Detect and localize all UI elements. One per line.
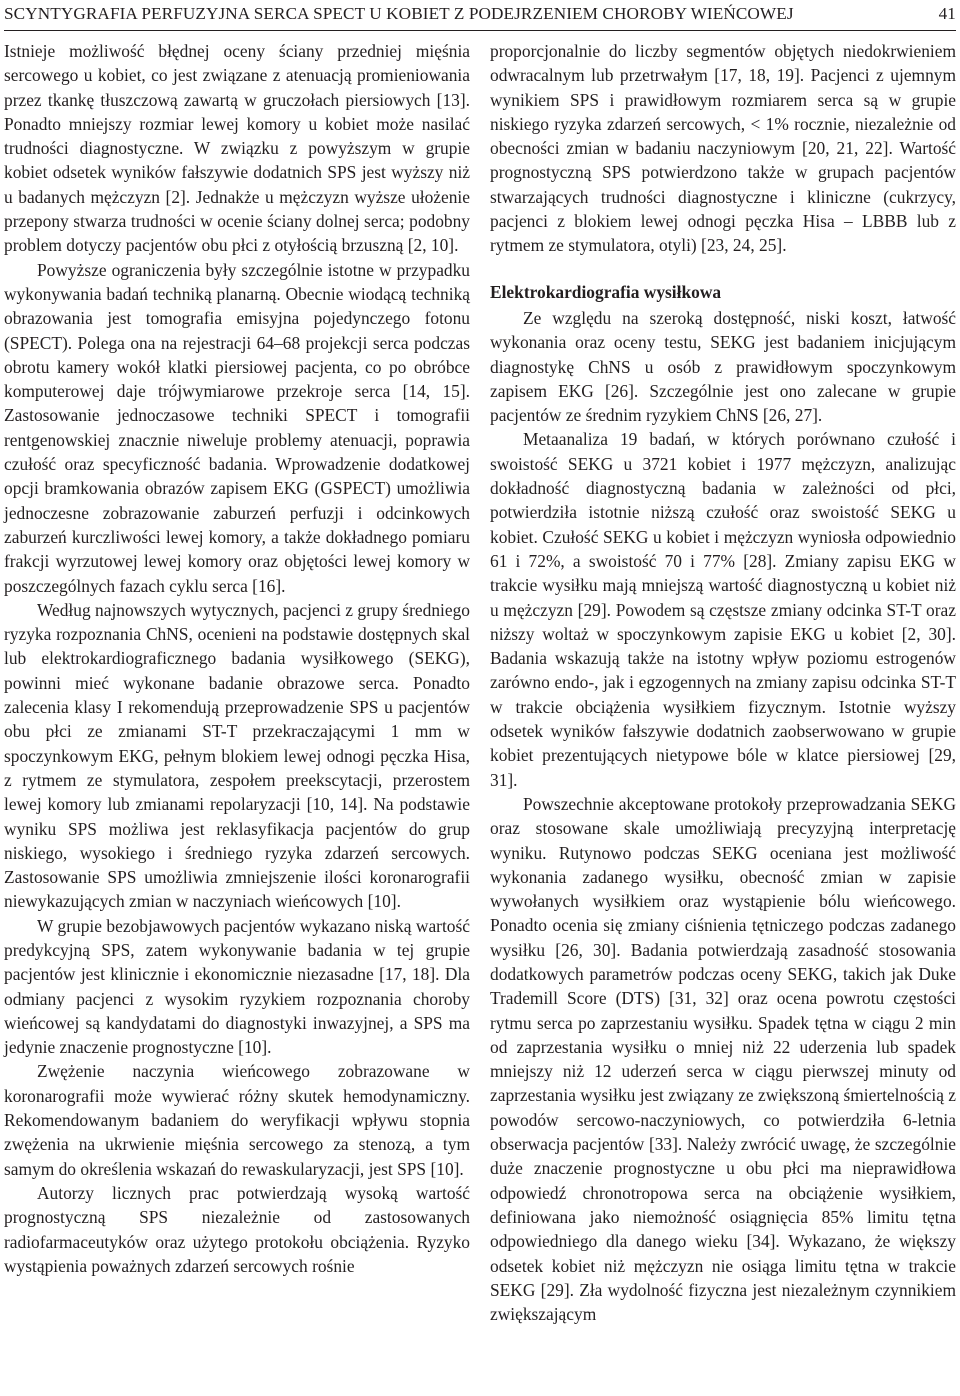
body-paragraph: Według najnowszych wytycznych, pacjenci z grupy średniego ryzyka rozpoznania ChNS, ocenieni na podstawie dostępnych skal lub elektrokardiograficznego badania wysiłkowego (SEKG), powinni mieć wykonane badanie obrazowe serca. Ponadto zalecenia klasy I rekomendują przeprowadzenie SPS u pacjentów obu płci ze zmianami ST-T przekraczającymi 1 mm w spoczynkowym EKG, pełnym blokiem lewej odnogi pęczka Hisa, z rytmem ze stymulatora, zespołem preekscytacji, przerostem lewej komory lub zmianami repolaryzacji [10, 14]. Na podstawie wyniku SPS możliwa jest reklasyfikacja pacjentów do grup niskiego, wysokiego i średniego ryzyka zdarzeń sercowych. Zastosowanie SPS umożliwia zmniejszenie ilości koronarografii niewykazujących zmian w naczyniach wieńcowych [10]. [4,599,470,912]
left-column [4,39,470,1278]
body-paragraph: Zwężenie naczynia wieńcowego zobrazowane w koronarografii może wywierać różny skutek hemodynamiczny. Rekomendowanym badaniem do weryfikacji wpływu stopnia zwężenia na ukrwienie mięśnia sercowego za stenozą, a tym samym do określenia wskazań do rewaskularyzacji, jest SPS [10]. [4,1061,470,1179]
body-paragraph: Istnieje możliwość błędnej oceny ściany przedniej mięśnia sercowego u kobiet, co jest związane z atenuacją promieniowania przez tkankę tłuszczową zawartą w gruczołach piersiowych [13]. Ponadto mniejszy rozmiar lewej komory u kobiet może nasilać trudności diagnostyczne. W związku z powyższym w grupie kobiet odsetek wyników fałszywie dodatnich SPS jest wyższy niż u badanych mężczyzn [2]. Jednakże u mężczyzn wyższe ułożenie przepony stwarza trudności w ocenie ściany dolnej serca; podobny problem dotyczy pacjentów obu płci z otyłością brzuszną [2, 10]. [4,41,470,256]
body-paragraph-continued: proporcjonalnie do liczby segmentów objętych niedokrwieniem odwracalnym lub przetrwałym [17, 18, 19]. Pacjenci z ujemnym wynikiem SPS i prawidłowym rozmiarem serca są w grupie niskiego ryzyka zdarzeń sercowych, < 1% rocznie, niezależnie od obecności zmian w badaniu naczyniowym [20, 21, 22]. Wartość prognostyczną SPS potwierdzono także w grupach pacjentów stwarzających trudności diagnostyczne i kliniczne (cukrzycy, pacjenci z blokiem lewej odnogi pęczka Hisa – LBBB lub z rytmem ze stymulatora, otyli) [23, 24, 25]. [490,41,956,256]
header-rule [4,30,956,31]
body-paragraph: W grupie bezobjawowych pacjentów wykazano niską wartość predykcyjną SPS, zatem wykonywanie badania w tej grupie pacjentów jest klinicznie i ekonomicznie niezasadne [17, 18]. Dla odmiany pacjenci z wysokim ryzykiem rozpoznania choroby wieńcowej są kandydatami do diagnostyki inwazyjnej, a SPS ma jedynie znaczenie prognostyczne [10]. [4,915,470,1058]
section-heading: Elektrokardiografia wysiłkowa [490,281,722,302]
body-paragraph: Ze względu na szeroką dostępność, niski koszt, łatwość wykonania oraz oceny testu, SEKG jest badaniem inicjującym diagnostykę ChNS u osób z prawidłowym spoczynkowym zapisem EKG [26]. Szczególnie jest ono zalecane w grupie pacjentów ze średnim ryzykiem ChNS [26, 27]. [490,307,956,426]
body-paragraph: Powszechnie akceptowane protokoły przeprowadzania SEKG oraz stosowane skale umożliwiają precyzyjną interpretację wyniku. Rutynowo podczas SEKG oceniana jest możliwość wykonania zadanego wysiłku, obecność zmian w zapisie wywołanych wysiłkiem oraz wystąpienie bólu wieńcowego. Ponadto ocenia się zmiany ciśnienia tętniczego podczas zadanego wysiłku [26, 30]. Badania potwierdzają zasadność stosowania dodatkowych parametrów podczas oceny SEKG, takich jak Duke Trademill Score (DTS) [31, 32] oraz ocena powrotu częstości rytmu serca po zaprzestaniu wysiłku. Spadek tętna w ciągu 2 min od zaprzestania wysiłku o mniej niż 22 uderzenia lub spadek mniejszy niż 12 uderzeń serca w ciągu pierwszej minuty od zaprzestania wysiłku jest związany ze zwiększoną śmiertelnością z powodów sercowo-naczyniowych, co potwierdziła 6-letnia obserwacja pacjentów [33]. Należy zwrócić uwagę, że szczególnie duże znaczenie prognostyczne u obu płci ma nieprawidłowa odpowiedź chronotropowa serca na obciążenie wysiłkiem, definiowana jako niemożność osiągnięcia 85% limitu tętna odpowiedniego dla danego wieku [34]. Wykazano, że większy odsetek kobiet niż mężczyzn nie osiąga limitu tętna w trakcie SEKG [29]. Zła wydolność fizyczna jest niezależnym czynnikiem zwiększającym [490,793,956,1325]
right-column [490,39,956,1326]
body-paragraph: Autorzy licznych prac potwierdzają wysoką wartość prognostyczną SPS niezależnie od zastosowanych radiofarmaceutyków oraz użytego protokołu obciążenia. Ryzyko wystąpienia poważnych zdarzeń sercowych rośnie [4,1182,470,1276]
body-paragraph: Metaanaliza 19 badań, w których porównano czułość i swoistość SEKG u 3721 kobiet i 1977 mężczyzn, analizując dokładność diagnostyczną badania w zależności od płci, potwierdziła istotnie niższą czułość oraz swoistość SEKG u kobiet. Czułość SEKG u kobiet i mężczyzn wyniosła odpowiednio 61 i 72%, a swoistość 70 i 77% [28]. Zmiany zapisu EKG w trakcie wysiłku mają mniejszą wartość diagnostyczną u kobiet niż u mężczyzn [29]. Powodem są częstsze zmiany odcinka ST-T oraz niższy woltaż w spoczynkowym zapisie EKG u kobiet [2, 30]. Badania wskazują także na istotny wpływ poziomu estrogenów zarówno endo-, jak i egzogennych na zmiany zapisu odcinka ST-T w trakcie obciążenia wysiłkiem fizycznym. Istotnie wyższy odsetek wyników fałszywie dodatnich zaobserwowano w grupie kobiet prezentujących nietypowe bóle w klatce piersiowej [29, 31]. [490,429,956,790]
page-number: 41 [938,4,956,23]
running-title: SCYNTYGRAFIA PERFUZYJNA SERCA SPECT U KOBIET Z PODEJRZENIEM CHOROBY WIEŃCOWEJ [4,4,794,23]
body-paragraph: Powyższe ograniczenia były szczególnie istotne w przypadku wykonywania badań techniką planarną. Obecnie wiodącą techniką obrazowania jest tomografia emisyjna pojedynczego fotonu (SPECT). Polega ona na rejestracji 64–68 projekcji serca podczas obrotu kamery wokół klatki piersiowej pacjenta, co po obróbce komputerowej daje trójwymiarowe przekroje serca [14, 15]. Zastosowanie jednoczasowe techniki SPECT i tomografii rentgenowskiej znacznie niweluje problemy atenuacji, poprawia czułość oraz specyficzność badania. Wprowadzenie dodatkowej opcji bramkowania obrazów zapisem EKG (GSPECT) umożliwia jednoczesne zobrazowanie zaburzeń perfuzji i odcinkowych zaburzeń kurczliwości lewej komory, a także dokładnego pomiaru frakcji wyrzutowej lewej komory oraz objętości lewej komory w poszczególnych fazach cyklu serca [16]. [4,259,470,596]
running-head [4,2,956,26]
